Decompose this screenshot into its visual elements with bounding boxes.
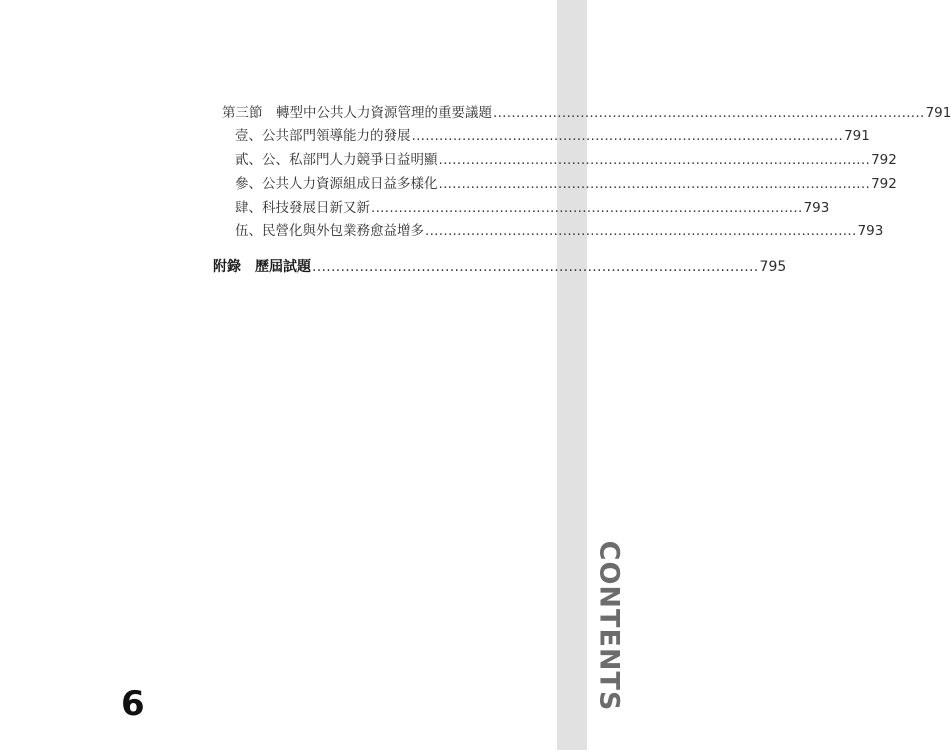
toc-entry-title: 貳、公、私部門人力競爭日益明顯: [235, 152, 438, 168]
page-number: 6: [121, 684, 145, 724]
toc-entry-title: 肆、科技發展日新又新: [235, 200, 370, 216]
toc-entry-title: 伍、民營化與外包業務愈益增多: [235, 223, 424, 239]
toc-leader-dots: ..............................................................................................: [411, 128, 844, 144]
toc-item-entry: [235, 223, 884, 239]
toc-entry-page: 793: [803, 200, 830, 216]
toc-section-entry: [222, 105, 951, 121]
toc-entry-title: 第三節 轉型中公共人力資源管理的重要議題: [222, 105, 492, 121]
toc-item-entry: [235, 152, 897, 168]
toc-entry-page: 795: [759, 259, 787, 275]
toc-entry-title: 附錄 歷屆試題: [213, 259, 311, 275]
toc-entry-page: 791: [925, 105, 951, 121]
toc-entry-page: 793: [857, 223, 884, 239]
toc-leader-dots: ..............................................................................................: [438, 176, 871, 192]
contents-tab-label: CONTENTS: [593, 540, 625, 712]
toc-entry-page: 792: [871, 176, 897, 192]
toc-leader-dots: ..............................................................................................: [438, 152, 871, 168]
toc-leader-dots: ..............................................................................................: [371, 200, 803, 216]
toc-entry-title: 壹、公共部門領導能力的發展: [235, 128, 411, 144]
toc-entry-page: 791: [844, 128, 870, 144]
toc-entry-page: 792: [871, 152, 897, 168]
toc-item-entry: [235, 200, 830, 216]
toc-entry-title: 參、公共人力資源組成日益多樣化: [235, 176, 438, 192]
toc-appendix-entry: [213, 259, 787, 275]
toc-leader-dots: ..............................................................................................: [312, 259, 759, 275]
toc-item-entry: [235, 128, 870, 144]
toc-leader-dots: ..............................................................................................: [425, 223, 857, 239]
toc-item-entry: [235, 176, 897, 192]
toc-leader-dots: ..............................................................................................: [493, 105, 925, 121]
